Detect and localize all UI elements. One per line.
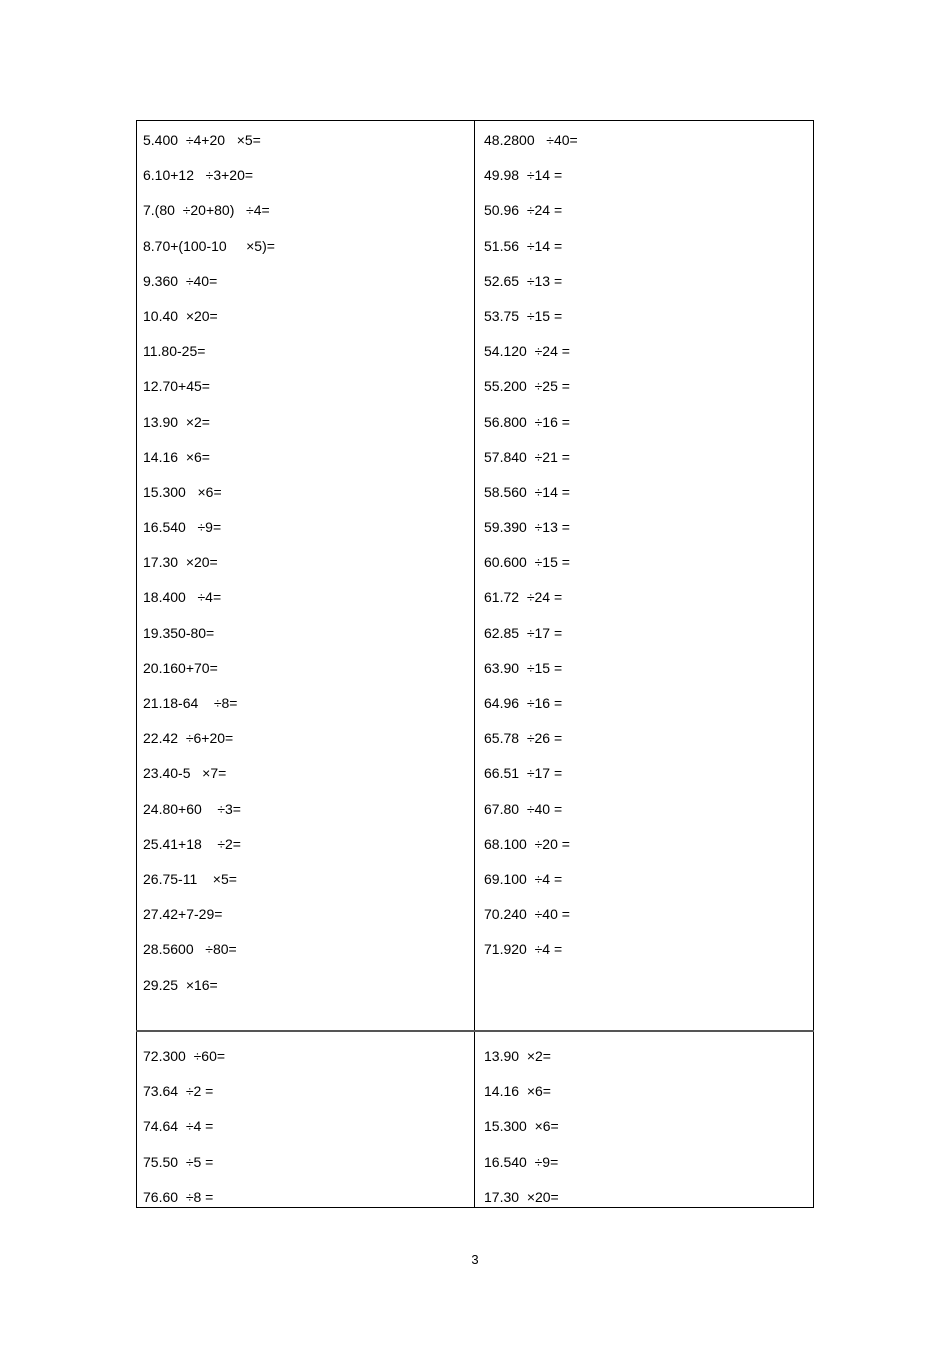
problem-item: 72.300 ÷60= xyxy=(143,1048,226,1064)
top-right-problem-list xyxy=(484,123,578,968)
column-divider xyxy=(474,120,475,1208)
problem-item: 58.560 ÷14 = xyxy=(484,483,570,500)
top-left-problem-list xyxy=(143,123,275,1003)
problem-item: 56.800 ÷16 = xyxy=(484,413,570,430)
problem-item: 20.160+70= xyxy=(143,659,218,676)
problem-item: 69.100 ÷4 = xyxy=(484,870,563,887)
problem-item: 57.840 ÷21 = xyxy=(484,448,570,465)
problem-item: 65.78 ÷26 = xyxy=(484,730,563,747)
problem-item: 62.85 ÷17 = xyxy=(484,624,563,641)
problem-item: 64.96 ÷16 = xyxy=(484,695,563,711)
problem-item: 18.400 ÷4= xyxy=(143,589,222,606)
problem-item: 63.90 ÷15 = xyxy=(484,659,563,676)
problem-item: 16.540 ÷9= xyxy=(484,1153,559,1170)
problem-item: 15.300 ×6= xyxy=(143,483,222,500)
problem-item: 67.80 ÷40 = xyxy=(484,800,563,817)
page-number: 3 xyxy=(471,1252,479,1267)
problem-item: 54.120 ÷24 = xyxy=(484,343,570,360)
problem-item: 53.75 ÷15 = xyxy=(484,307,563,324)
problem-item: 27.42+7-29= xyxy=(143,906,223,923)
problem-item: 61.72 ÷24 = xyxy=(484,589,563,606)
problem-item: 71.920 ÷4 = xyxy=(484,941,563,958)
problem-item: 23.40-5 ×7= xyxy=(143,765,227,782)
problem-item: 55.200 ÷25 = xyxy=(484,378,570,395)
row-divider xyxy=(136,1030,814,1032)
problem-item: 52.65 ÷13 = xyxy=(484,272,563,289)
problem-item: 28.5600 ÷80= xyxy=(143,941,237,958)
problem-item: 73.64 ÷2 = xyxy=(143,1083,214,1100)
problem-item: 11.80-25= xyxy=(143,343,206,360)
problem-item: 14.16 ×6= xyxy=(143,448,210,465)
problem-item: 70.240 ÷40 = xyxy=(484,906,570,923)
problem-item: 9.360 ÷40= xyxy=(143,272,218,289)
problem-item: 68.100 ÷20 = xyxy=(484,835,570,852)
problem-item: 51.56 ÷14 = xyxy=(484,237,563,254)
problem-item: 5.400 ÷4+20 ×5= xyxy=(143,132,261,148)
problem-item: 60.600 ÷15 = xyxy=(484,554,570,571)
problem-item: 8.70+(100-10 ×5)= xyxy=(143,237,275,254)
problem-item: 49.98 ÷14 = xyxy=(484,167,563,184)
problem-item: 10.40 ×20= xyxy=(143,307,218,324)
problem-item: 7.(80 ÷20+80) ÷4= xyxy=(143,202,270,219)
problem-item: 21.18-64 ÷8= xyxy=(143,695,238,711)
problem-item: 50.96 ÷24 = xyxy=(484,202,563,219)
problem-item: 48.2800 ÷40= xyxy=(484,132,578,148)
problem-item: 24.80+60 ÷3= xyxy=(143,800,241,817)
problem-item: 13.90 ×2= xyxy=(484,1048,551,1064)
problem-item: 13.90 ×2= xyxy=(143,413,210,430)
problem-item: 19.350-80= xyxy=(143,624,215,641)
bottom-right-problem-list xyxy=(484,1039,559,1215)
problem-item: 12.70+45= xyxy=(143,378,210,395)
problem-item: 17.30 ×20= xyxy=(143,554,218,571)
problem-item: 17.30 ×20= xyxy=(484,1188,559,1205)
problem-item: 14.16 ×6= xyxy=(484,1083,551,1100)
problem-item: 22.42 ÷6+20= xyxy=(143,730,234,747)
problem-item: 75.50 ÷5 = xyxy=(143,1153,214,1170)
problem-item: 26.75-11 ×5= xyxy=(143,870,237,887)
problem-item: 15.300 ×6= xyxy=(484,1118,559,1135)
problem-item: 25.41+18 ÷2= xyxy=(143,835,241,852)
problem-item: 74.64 ÷4 = xyxy=(143,1118,214,1135)
problem-item: 16.540 ÷9= xyxy=(143,519,222,536)
bottom-left-problem-list xyxy=(143,1039,225,1215)
problem-item: 76.60 ÷8 = xyxy=(143,1188,214,1205)
problem-item: 66.51 ÷17 = xyxy=(484,765,563,782)
problem-item: 59.390 ÷13 = xyxy=(484,519,570,536)
problem-item: 6.10+12 ÷3+20= xyxy=(143,167,254,184)
problem-item: 29.25 ×16= xyxy=(143,976,218,993)
